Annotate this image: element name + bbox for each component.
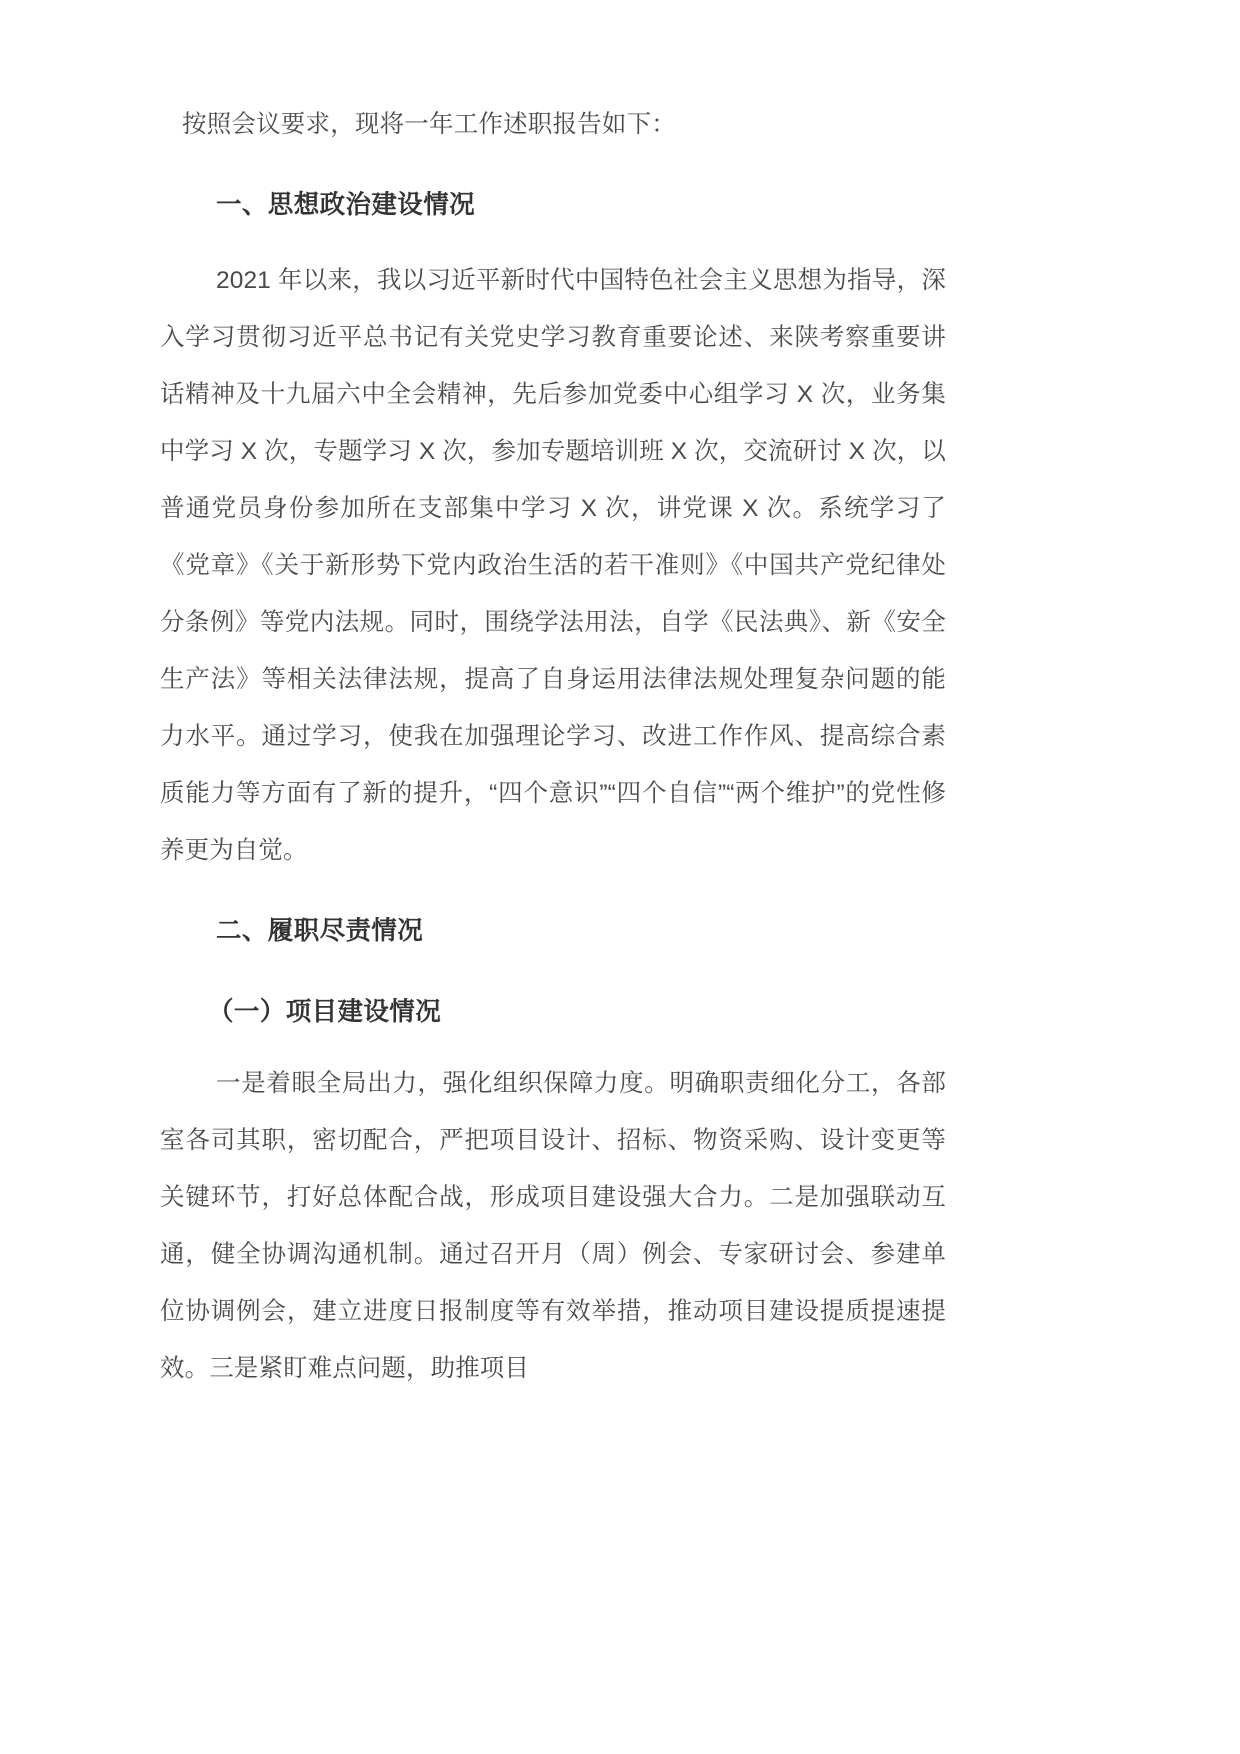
section-body-2: 一是着眼全局出力，强化组织保障力度。明确职责细化分工，各部室各司其职，密切配合，严把项目设计、招标、物资采购、设计变更等关键环节，打好总体配合战，形成项目建设强大合力。二是加强联动互通，健全协调沟通机制。通过召开月（周）例会、专家研讨会、参建单位协调例会，建立进度日报制度等有效举措，推动项目建设提质提速提效。三是紧盯难点问题，助推项目 [160, 1070, 946, 1382]
document-content [160, 96, 946, 1397]
section-heading-2: 二、履职尽责情况 [216, 917, 424, 945]
subsection-heading-2-1: （一）项目建设情况 [208, 998, 442, 1026]
section-body-1: 2021 年以来，我以习近平新时代中国特色社会主义思想为指导，深入学习贯彻习近平总书记有关党史学习教育重要论述、来陕考察重要讲话精神及十九届六中全会精神，先后参加党委中心组学习 X 次，业务集中学习 X 次，专题学习 X 次，参加专题培训班 X 次，交流研讨 X 次，以普通党员身份参加所在支部集中学习 X 次，讲党课 X 次。系统学习了《党章》《关于新形势下党内政治生活的若干准则》《中国共产党纪律处分条例》等党内法规。同时，围绕学法用法，自学《民法典》、新《安全生产法》等相关法律法规，提高了自身运用法律法规处理复杂问题的能力水平。通过学习，使我在加强理论学习、改进工作作风、提高综合素质能力等方面有了新的提升，“四个意识”“四个自信”“两个维护”的党性修养更为自觉。 [160, 267, 946, 864]
lead-paragraph: 按照会议要求，现将一年工作述职报告如下： [182, 111, 676, 138]
section-heading-1: 一、思想政治建设情况 [216, 191, 476, 219]
